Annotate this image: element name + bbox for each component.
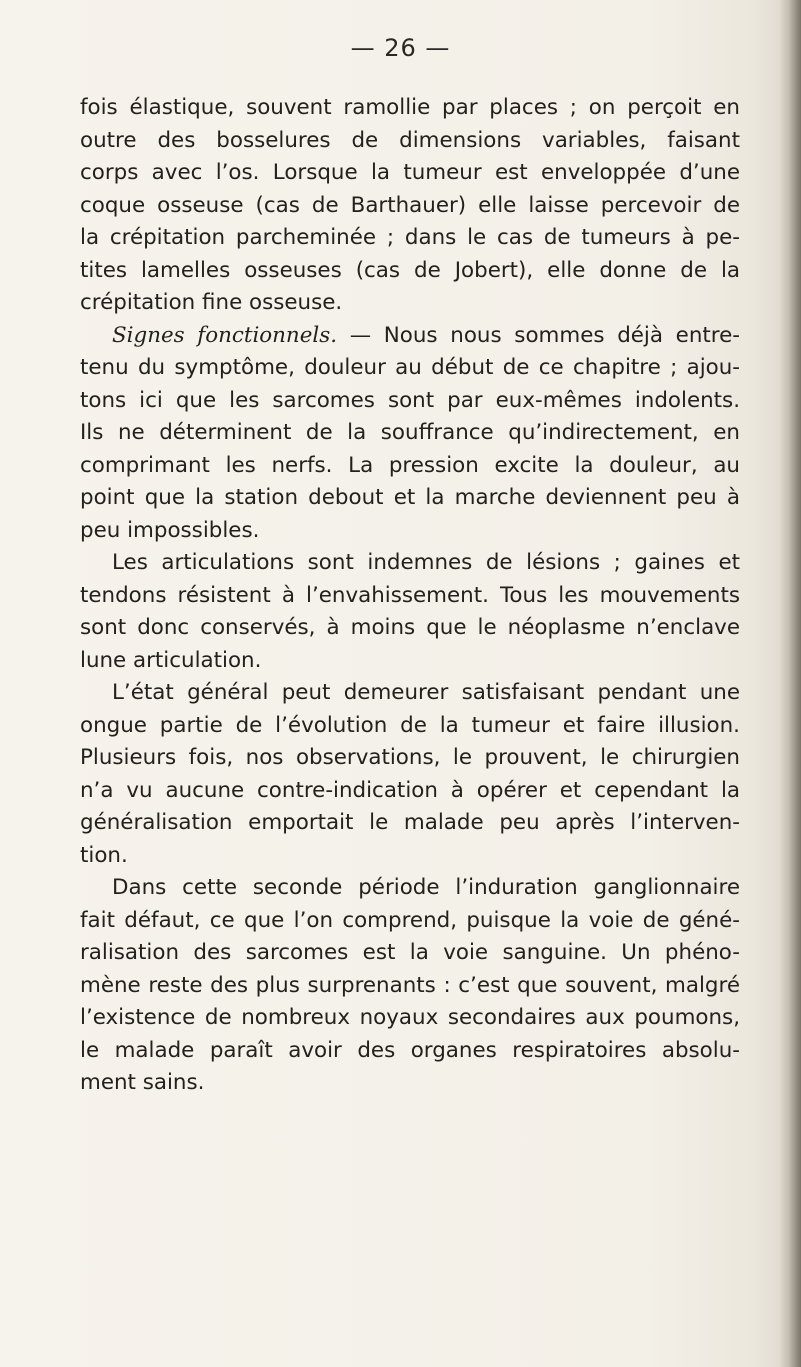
text-line-17: sont donc conservés, à moins que le néoplasme n’enclave <box>80 615 740 640</box>
text-line-10: tons ici que les sarcomes sont par eux-mêmes indolents. <box>80 387 740 413</box>
text-line-11: Ils ne déterminent de la souffrance qu’indirectement, en <box>80 420 740 445</box>
text-line-5: la crépitation parcheminée ; dans le cas de tumeurs à pe- <box>80 225 740 250</box>
text-line-22: n’a vu aucune contre-indication à opérer et cependant la <box>80 777 740 803</box>
text-line-23: généralisation emportait le malade peu après l’interven- <box>80 810 740 835</box>
text-line-16: tendons résistent à l’envahissement. Tous les mouvements <box>80 582 740 608</box>
text-line-4: coque osseuse (cas de Barthauer) elle laisse percevoir de <box>80 192 740 218</box>
text-line-14: peu impossibles. <box>80 517 260 543</box>
text-line-20: ongue partie de l’évolution de la tumeur et faire illusion. <box>80 712 740 738</box>
section-heading-line <box>80 320 740 353</box>
text-line-1: fois élastique, souvent ramollie par places ; on perçoit en <box>80 95 740 120</box>
text-line-31: ment sains. <box>80 1070 205 1095</box>
text-line-26: fait défaut, ce que l’on comprend, puisque la voie de géné- <box>80 907 740 933</box>
text-line-30: le malade paraît avoir des organes respiratoires absolu- <box>80 1037 740 1063</box>
section-heading-rest: — Nous nous sommes déjà entre- <box>337 322 740 348</box>
page-edge-shadow <box>779 0 801 1367</box>
text-line-29: l’existence de nombreux noyaux secondaires aux poumons, <box>80 1005 740 1030</box>
text-line-28: mène reste des plus surprenants : c’est que souvent, malgré <box>80 972 740 998</box>
text-line-6: tites lamelles osseuses (cas de Jobert), elle donne de la <box>80 257 740 283</box>
text-line-25: Dans cette seconde période l’induration ganglionnaire <box>112 875 740 900</box>
text-line-7: crépitation fine osseuse. <box>80 290 343 315</box>
text-line-2: outre des bosselures de dimensions variables, faisant <box>80 127 740 153</box>
text-line-9: tenu du symptôme, douleur au début de ce chapitre ; ajou- <box>80 355 740 380</box>
text-line-3: corps avec l’os. Lorsque la tumeur est enveloppée d’une <box>80 160 740 185</box>
text-line-12: comprimant les nerfs. La pression excite la douleur, au <box>80 452 740 478</box>
text-line-13: point que la station debout et la marche deviennent peu à <box>80 485 740 510</box>
text-line-19: L’état général peut demeurer satisfaisant pendant une <box>112 680 740 705</box>
text-line-24: tion. <box>80 842 128 868</box>
section-heading-italic: Signes fonctionnels. <box>112 322 337 348</box>
text-line-27: ralisation des sarcomes est la voie sanguine. Un phéno- <box>80 940 740 965</box>
text-line-18: lune articulation. <box>80 647 262 673</box>
text-line-21: Plusieurs fois, nos observations, le prouvent, le chirurgien <box>80 745 740 770</box>
text-line-15: Les articulations sont indemnes de lésions ; gaines et <box>112 550 740 575</box>
body-text <box>80 92 740 1100</box>
page-number-header: — 26 — <box>350 34 451 62</box>
